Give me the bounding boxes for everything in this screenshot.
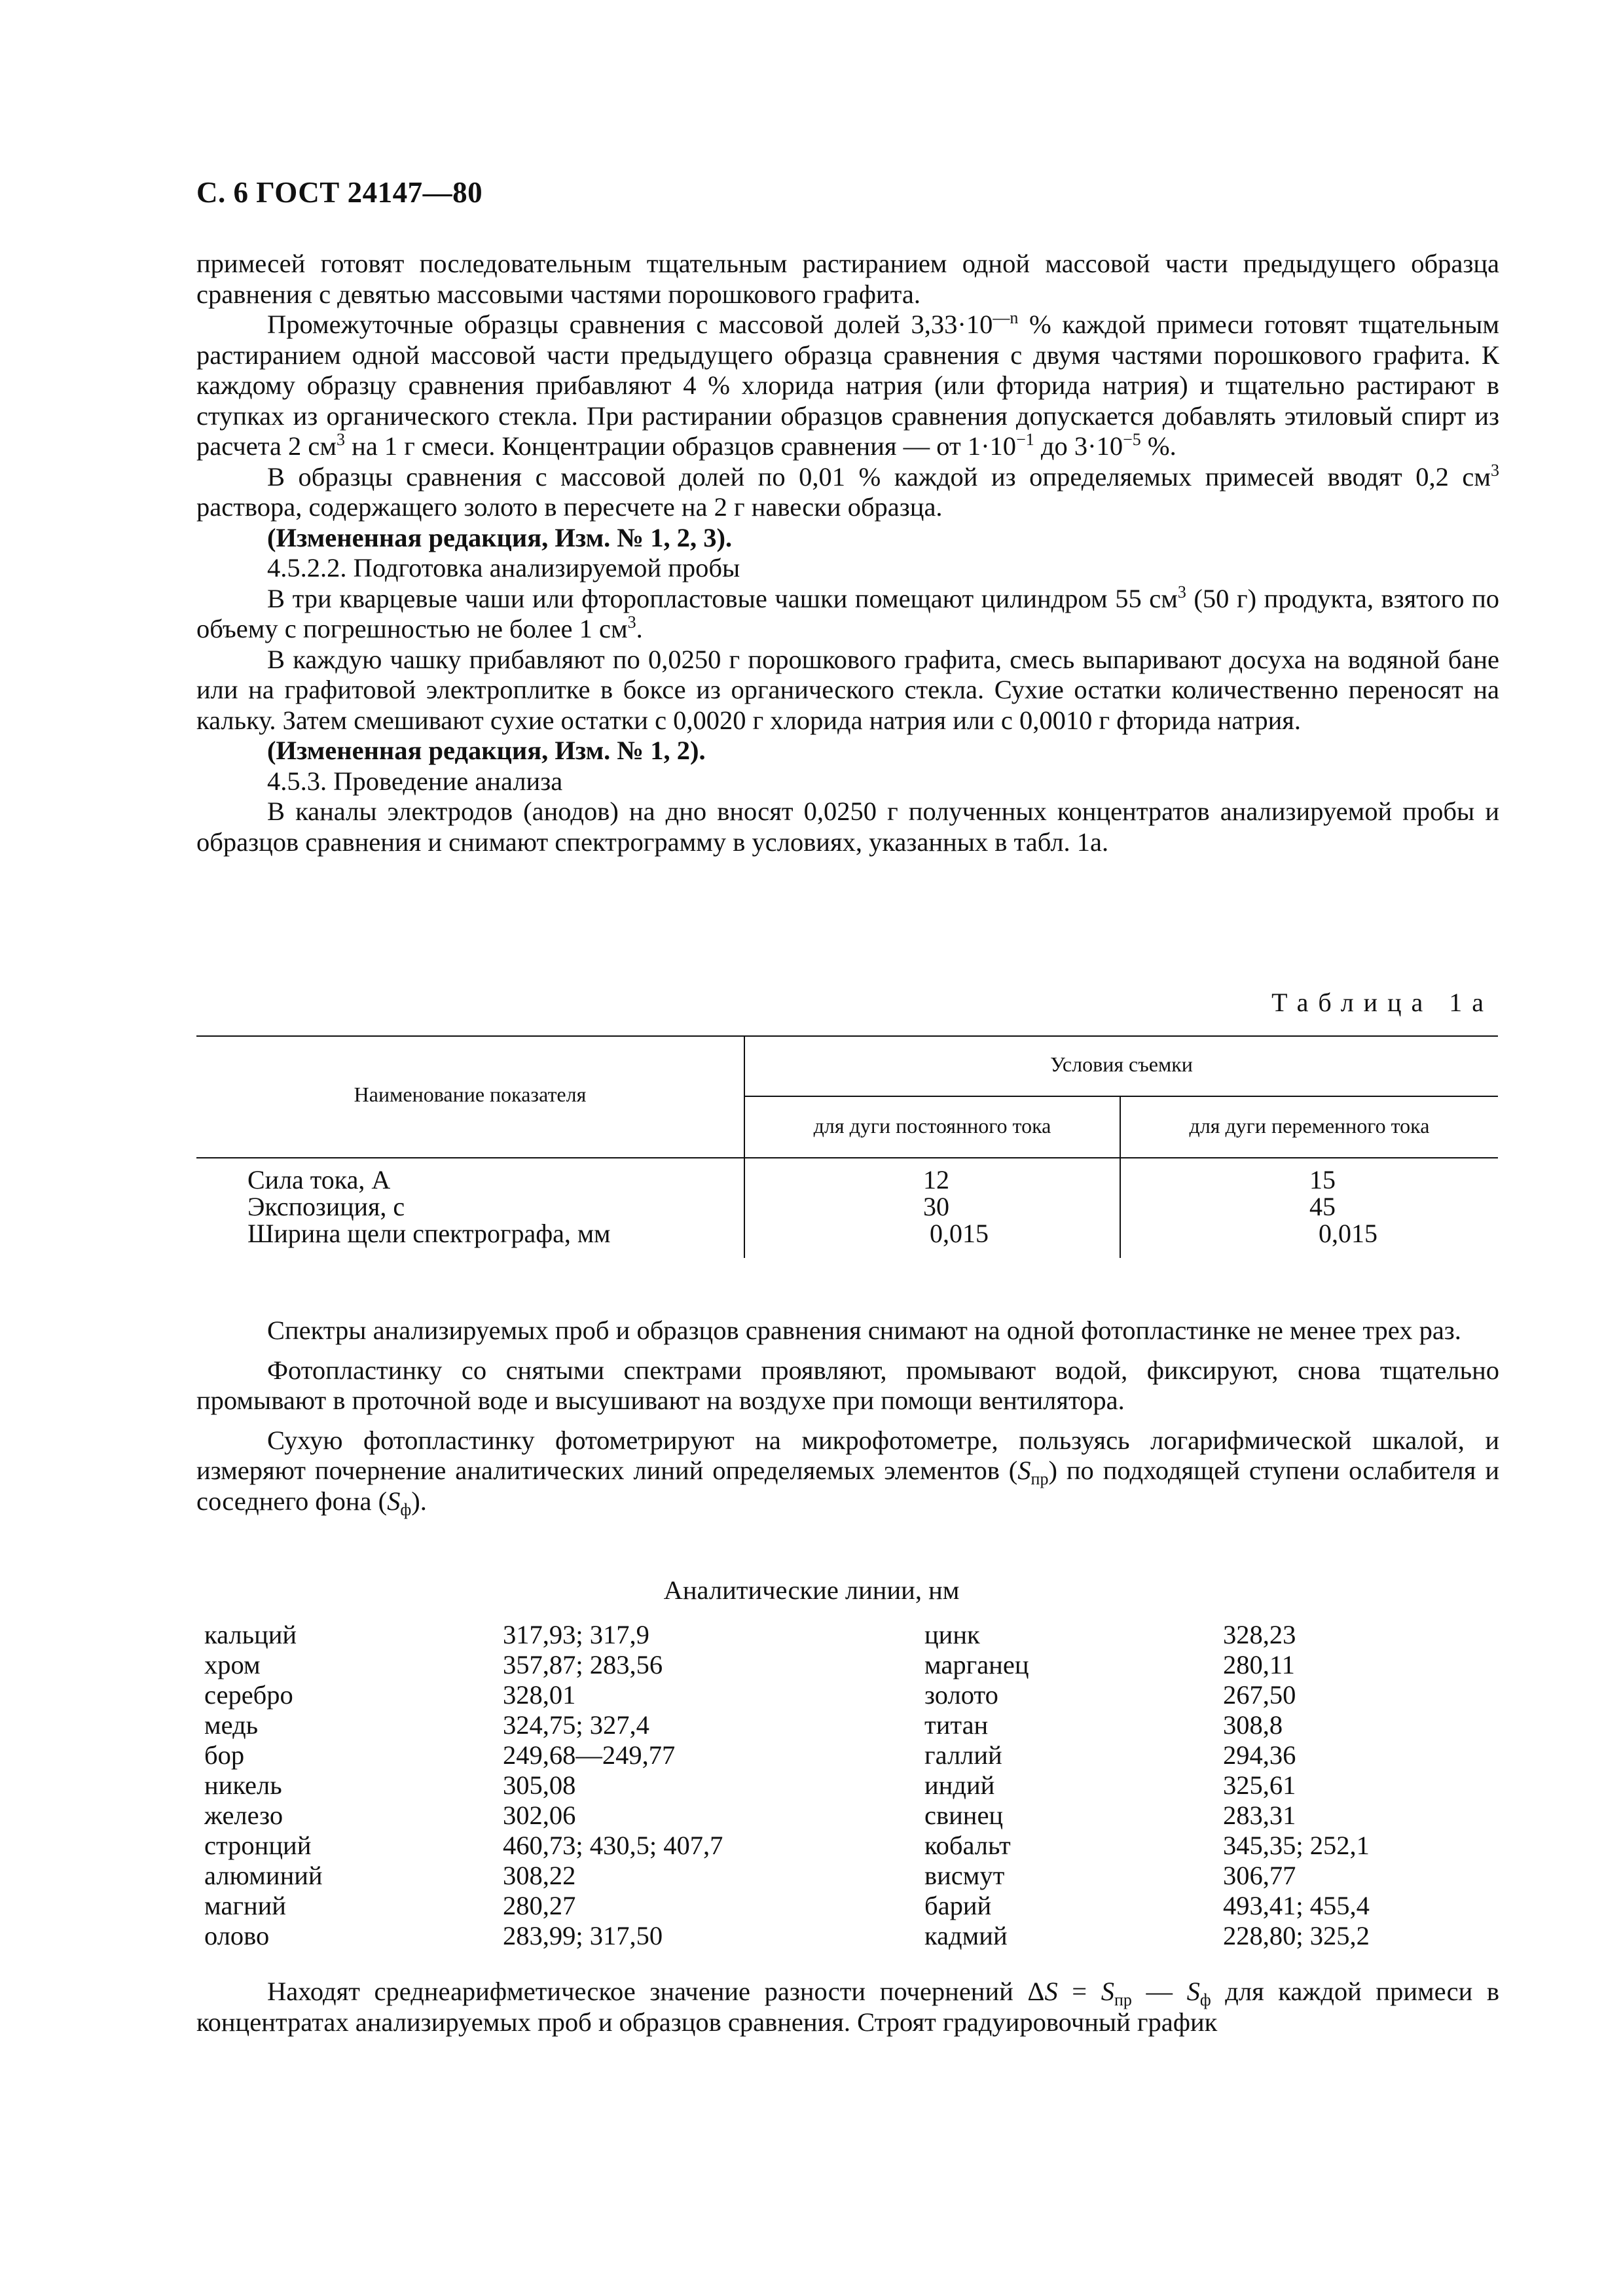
wavelength-value: 493,41; 455,4 xyxy=(1223,1891,1370,1920)
analytic-line-row xyxy=(204,1680,793,1710)
element-name: барий xyxy=(924,1891,992,1920)
text: В образцы сравнения с массовой долей по 0,01 % каждой из определяемых примесей вводят 0,2 см xyxy=(267,461,1491,492)
superscript: −5 xyxy=(1123,430,1141,449)
row-dc: 0,015 xyxy=(930,1219,989,1248)
element-name: свинец xyxy=(924,1801,1004,1830)
row-ac: 15 xyxy=(1309,1165,1336,1194)
wavelength-value: 357,87; 283,56 xyxy=(503,1650,663,1679)
analytic-line-row xyxy=(924,1861,1514,1891)
superscript: 3 xyxy=(627,613,636,632)
analytic-line-row xyxy=(924,1650,1514,1680)
element-name: титан xyxy=(924,1710,989,1740)
element-name: никель xyxy=(204,1770,282,1800)
analytic-line-row xyxy=(924,1710,1514,1740)
wavelength-value: 280,11 xyxy=(1223,1650,1295,1679)
text: Находят среднеарифметическое значение разности почернений Δ xyxy=(267,1977,1045,2006)
analytic-line-row xyxy=(204,1921,793,1951)
superscript: 3 xyxy=(337,430,346,449)
symbol: S xyxy=(1017,1456,1031,1485)
paragraph: В каждую чашку прибавляют по 0,0250 г порошкового графита, смесь выпаривают досуха на водяной бане или на графитовой электроплитке в боксе из органического стекла. Сухие остатки количественно переносят на кальку. Затем смешивают сухие остатки с 0,0020 г хлорида натрия или с 0,0010 г фторида натрия. xyxy=(196,644,1499,735)
element-name: золото xyxy=(924,1680,998,1710)
wavelength-value: 345,35; 252,1 xyxy=(1223,1831,1370,1860)
element-name: марганец xyxy=(924,1650,1029,1679)
analytic-line-row xyxy=(204,1650,793,1680)
wavelength-value: 302,06 xyxy=(503,1801,576,1830)
text: (50 г) продукта, взятого по объему с погрешностью не более 1 см xyxy=(196,583,1500,643)
analytic-line-row xyxy=(204,1831,793,1861)
body-text-after-table xyxy=(196,1316,1499,1519)
analytic-line-row xyxy=(924,1770,1514,1801)
row-name: Ширина щели спектрографа, мм xyxy=(247,1219,611,1248)
analytic-line-row xyxy=(204,1891,793,1921)
wavelength-value: 249,68—249,77 xyxy=(503,1740,676,1770)
wavelength-value: 308,8 xyxy=(1223,1710,1283,1740)
text: % каждой примеси готовят тщательным растиранием одной массовой части предыдущего образца сравнения с двумя частями порошкового графита. К каждому образцу сравнения прибавляют 4 % хлорида натрия (или фторида натрия) и тщательно растирают в ступках из органического стекла. При растирании образцов сравнения допускается добавлять этиловый спирт из расчета 2 см xyxy=(196,310,1499,461)
analytic-line-row xyxy=(204,1861,793,1891)
col-header-ac: для дуги переменного тока xyxy=(1189,1114,1430,1138)
wavelength-value: 328,23 xyxy=(1223,1620,1296,1649)
element-name: висмут xyxy=(924,1861,1005,1890)
wavelength-value: 305,08 xyxy=(503,1770,576,1800)
spacer xyxy=(196,1416,1499,1426)
symbol: S xyxy=(387,1486,401,1516)
element-name: хром xyxy=(204,1650,261,1679)
element-name: кальций xyxy=(204,1620,297,1649)
superscript: 3 xyxy=(1177,582,1186,601)
paragraph: В каналы электродов (анодов) на дно вносят 0,0250 г полученных концентратов анализируемой пробы и образцов сравнения и снимают спектрограмму в условиях, указанных в табл. 1а. xyxy=(196,797,1499,857)
element-name: медь xyxy=(204,1710,259,1740)
symbol: S xyxy=(1186,1977,1200,2006)
element-name: кобальт xyxy=(924,1831,1011,1860)
paragraph: Спектры анализируемых проб и образцов сравнения снимают на одной фотопластинке не менее трех раз. xyxy=(267,1316,1461,1345)
paragraph xyxy=(196,584,1499,645)
wavelength-value: 460,73; 430,5; 407,7 xyxy=(503,1831,723,1860)
text: ) по подходящей ступени ослабителя и соседнего фона ( xyxy=(196,1456,1499,1516)
element-name: магний xyxy=(204,1891,286,1920)
analytic-line-row xyxy=(204,1710,793,1740)
text: . xyxy=(636,614,643,643)
superscript: 3 xyxy=(1491,460,1499,480)
paragraph xyxy=(196,310,1499,462)
col-header-group: Условия съемки xyxy=(1050,1052,1193,1076)
text: Сухую фотопластинку фотометрируют на микрофотометре, пользуясь логарифмической шкалой, и измеряют почернение аналитических линий определяемых элементов ( xyxy=(196,1425,1499,1485)
text: = xyxy=(1057,1977,1101,2006)
wavelength-value: 283,31 xyxy=(1223,1801,1296,1830)
row-dc: 12 xyxy=(923,1165,949,1194)
analytic-line-row xyxy=(204,1620,793,1650)
subscript: пр xyxy=(1114,1990,1132,2009)
table-header-bottom-rule xyxy=(196,1157,1498,1158)
symbol: S xyxy=(1044,1977,1058,2006)
element-name: бор xyxy=(204,1740,245,1770)
text: ). xyxy=(411,1486,427,1516)
text: примесей готовят последовательным тщательным растиранием одной массовой части предыдущего образца сравнения с девятью массовыми частями порошкового графита. xyxy=(196,249,1499,309)
element-name: олово xyxy=(204,1921,270,1950)
element-name: галлий xyxy=(924,1740,1002,1770)
paragraph xyxy=(196,1977,1499,2037)
text: Промежуточные образцы сравнения с массовой долей 3,33·10 xyxy=(267,310,993,339)
analytic-line-row xyxy=(924,1620,1514,1650)
row-dc: 30 xyxy=(923,1192,949,1221)
text: на 1 г смеси. Концентрации образцов сравнения — от 1·10 xyxy=(345,431,1017,461)
text: %. xyxy=(1140,431,1176,461)
wavelength-value: 228,80; 325,2 xyxy=(1223,1921,1370,1950)
wavelength-value: 283,99; 317,50 xyxy=(503,1921,663,1950)
paragraph: Фотопластинку со снятыми спектрами проявляют, промывают водой, фиксируют, снова тщательно промывают в проточной воде и высушивают на воздухе при помощи вентилятора. xyxy=(196,1355,1499,1415)
analytic-lines-left xyxy=(204,1620,793,1951)
wavelength-value: 308,22 xyxy=(503,1861,576,1890)
analytic-line-row xyxy=(924,1801,1514,1831)
wavelength-value: 267,50 xyxy=(1223,1680,1296,1710)
superscript: —n xyxy=(993,308,1019,327)
col-header-dc: для дуги постоянного тока xyxy=(813,1114,1051,1138)
conditions-table xyxy=(196,1035,1498,1258)
element-name: стронций xyxy=(204,1831,312,1860)
superscript: −1 xyxy=(1016,430,1034,449)
row-name: Сила тока, А xyxy=(247,1165,391,1194)
wavelength-value: 280,27 xyxy=(503,1891,576,1920)
analytic-line-row xyxy=(204,1740,793,1770)
table-title: Таблица 1а xyxy=(1271,988,1493,1017)
col-header-parameter: Наименование показателя xyxy=(354,1083,587,1106)
body-text-top xyxy=(196,249,1499,857)
analytic-line-row xyxy=(924,1891,1514,1921)
text: В три кварцевые чаши или фторопластовые чашки помещают цилиндром 55 см xyxy=(267,583,1178,613)
text: до 3·10 xyxy=(1034,431,1123,461)
subscript: ф xyxy=(400,1499,412,1519)
row-name: Экспозиция, с xyxy=(247,1192,405,1221)
paragraph xyxy=(196,462,1499,523)
element-name: алюминий xyxy=(204,1861,323,1890)
element-name: железо xyxy=(204,1801,283,1830)
element-name: серебро xyxy=(204,1680,293,1710)
page-header: С. 6 ГОСТ 24147—80 xyxy=(196,176,483,209)
section-heading: 4.5.2.2. Подготовка анализируемой пробы xyxy=(267,553,740,583)
spacer xyxy=(196,1346,1499,1355)
analytic-line-row xyxy=(924,1831,1514,1861)
analytic-line-row xyxy=(924,1680,1514,1710)
element-name: цинк xyxy=(924,1620,980,1649)
table-header-mid-rule xyxy=(745,1096,1498,1097)
analytic-lines-right xyxy=(924,1620,1514,1951)
wavelength-value: 324,75; 327,4 xyxy=(503,1710,649,1740)
wavelength-value: 294,36 xyxy=(1223,1740,1296,1770)
body-text-final xyxy=(196,1977,1499,2037)
symbol: S xyxy=(1101,1977,1114,2006)
table-top-rule xyxy=(196,1035,1498,1037)
amendment-note: (Измененная редакция, Изм. № 1, 2, 3). xyxy=(267,522,733,552)
wavelength-value: 306,77 xyxy=(1223,1861,1296,1890)
subscript: пр xyxy=(1030,1469,1049,1488)
paragraph xyxy=(196,1426,1499,1517)
text: для каждой примеси в концентратах анализируемых проб и образцов сравнения. Строят градуировочный график xyxy=(196,1977,1500,2037)
subscript: ф xyxy=(1199,1990,1211,2009)
text: — xyxy=(1131,1977,1187,2006)
element-name: кадмий xyxy=(924,1921,1008,1950)
wavelength-value: 325,61 xyxy=(1223,1770,1296,1800)
analytic-line-row xyxy=(204,1770,793,1801)
analytic-line-row xyxy=(924,1740,1514,1770)
text: раствора, содержащего золото в пересчете на 2 г навески образца. xyxy=(196,492,943,522)
row-ac: 0,015 xyxy=(1319,1219,1377,1248)
element-name: индий xyxy=(924,1770,995,1800)
row-ac: 45 xyxy=(1309,1192,1336,1221)
wavelength-value: 328,01 xyxy=(503,1680,576,1710)
analytic-lines-title: Аналитические линии, нм xyxy=(663,1575,960,1605)
analytic-line-row xyxy=(204,1801,793,1831)
amendment-note: (Измененная редакция, Изм. № 1, 2). xyxy=(267,736,706,765)
section-heading: 4.5.3. Проведение анализа xyxy=(267,766,563,796)
paragraph xyxy=(196,249,1499,310)
wavelength-value: 317,93; 317,9 xyxy=(503,1620,649,1649)
analytic-line-row xyxy=(924,1921,1514,1951)
